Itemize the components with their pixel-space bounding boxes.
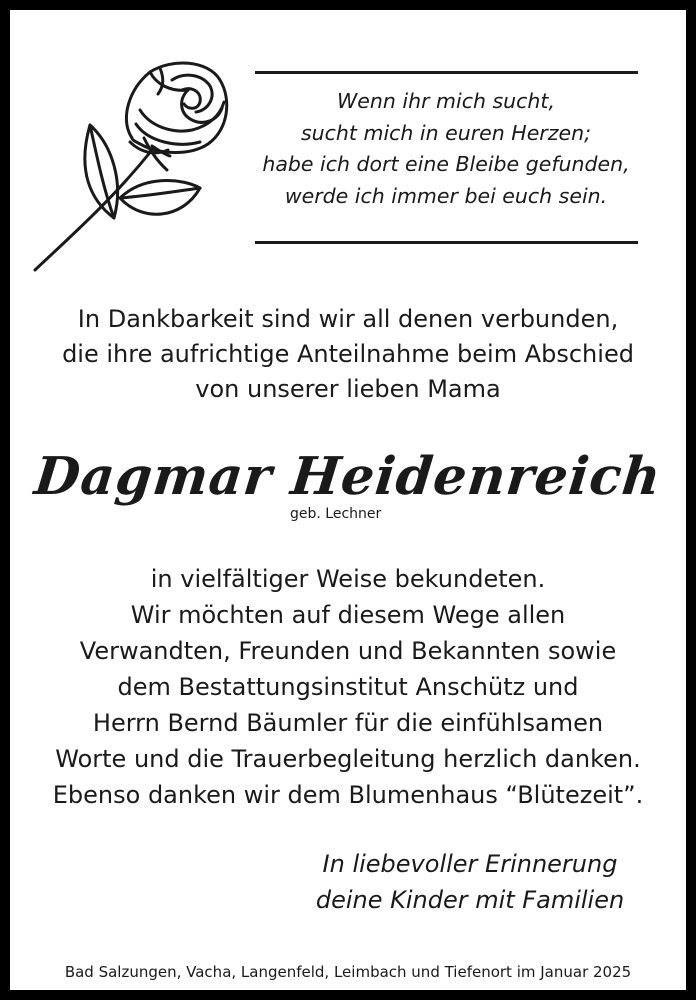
thanks-line: Worte und die Trauerbegleitung herzlich danken. (55, 745, 641, 773)
thanks-line: Wir möchten auf diesem Wege allen (130, 601, 566, 629)
intro-line: von unserer lieben Mama (195, 375, 501, 403)
obituary-card (10, 10, 686, 990)
poem-line: habe ich dort eine Bleibe gefunden, (262, 152, 630, 176)
poem-line: werde ich immer bei euch sein. (284, 183, 608, 208)
intro-line: die ihre aufrichtige Anteilnahme beim Abschied (62, 340, 634, 368)
footer-places-date: Bad Salzungen, Vacha, Langenfeld, Leimbach und Tiefenort im Januar 2025 (64, 963, 632, 981)
thanks-text (10, 561, 686, 813)
poem (240, 86, 652, 212)
closing-line: deine Kinder mit Familien (315, 886, 625, 914)
poem-line: Wenn ihr mich sucht, (337, 89, 555, 113)
intro-text (10, 302, 686, 407)
rose-icon (32, 50, 237, 275)
closing-line: In liebevoller Erinnerung (322, 850, 618, 878)
deceased-name: Dagmar Heidenreich (31, 446, 665, 507)
thanks-line: Verwandten, Freunden und Bekannten sowie (79, 637, 617, 665)
thanks-line: Herrn Bernd Bäumler für die einfühlsamen (92, 709, 604, 737)
poem-line: sucht mich in euren Herzen; (300, 120, 592, 145)
maiden-name: geb. Lechner (290, 506, 382, 522)
top-divider (255, 71, 638, 74)
intro-line: In Dankbarkeit sind wir all denen verbunden, (77, 305, 619, 333)
thanks-line: dem Bestattungsinstitut Anschütz und (117, 673, 579, 701)
bottom-divider (255, 241, 638, 244)
closing-signature (280, 846, 660, 918)
thanks-line: in vielfältiger Weise bekundeten. (150, 565, 546, 593)
thanks-line: Ebenso danken wir dem Blumenhaus “Blütezeit”. (52, 781, 644, 809)
